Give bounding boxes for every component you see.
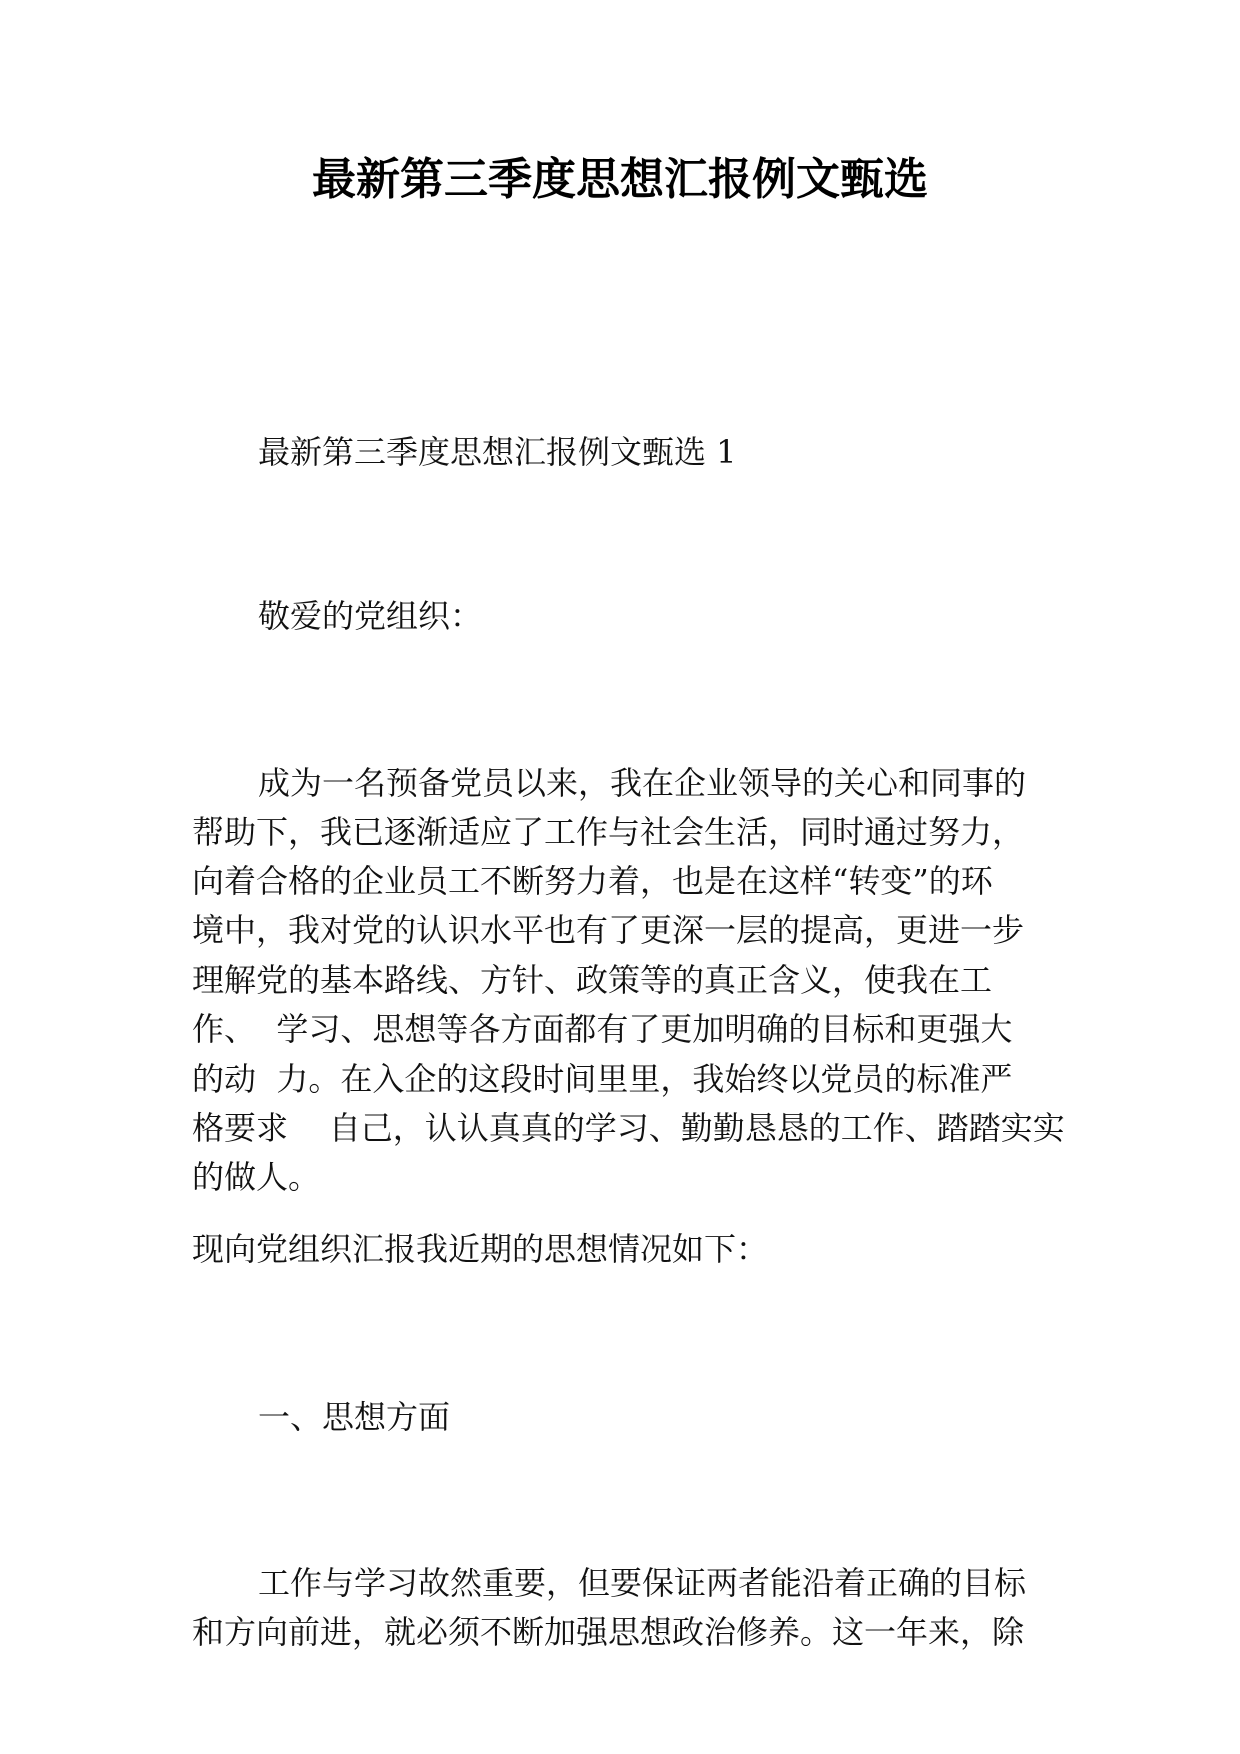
- paragraph-line: 工作与学习故然重要，但要保证两者能沿着正确的目标: [258, 1564, 1027, 1602]
- document-title: 最新第三季度思想汇报例文甄选: [312, 154, 928, 205]
- document-subtitle: 最新第三季度思想汇报例文甄选 1: [258, 433, 737, 471]
- paragraph-line: 境中，我对党的认识水平也有了更深一层的提高，更进一步: [192, 911, 1025, 949]
- paragraph-line: 理解党的基本路线、方针、政策等的真正含义，使我在工: [192, 961, 993, 999]
- section-heading: 一、思想方面: [258, 1398, 451, 1436]
- paragraph-line: 成为一名预备党员以来，我在企业领导的关心和同事的: [258, 764, 1027, 802]
- paragraph-line: 向着合格的企业员工不断努力着，也是在这样“转变”的环: [192, 862, 993, 900]
- paragraph-line: 的动 力。在入企的这段时间里里，我始终以党员的标准严: [192, 1060, 1013, 1098]
- salutation: 敬爱的党组织：: [258, 597, 483, 635]
- paragraph-line: 的做人。: [192, 1158, 321, 1196]
- paragraph-2: 现向党组织汇报我近期的思想情况如下：: [192, 1230, 769, 1268]
- paragraph-line: 帮助下，我已逐渐适应了工作与社会生活，同时通过努力，: [192, 813, 1025, 851]
- paragraph-line: 和方向前进，就必须不断加强思想政治修养。这一年来，除: [192, 1613, 1025, 1651]
- paragraph-line: 格要求 自己，认认真真的学习、勤勤恳恳的工作、踏踏实实: [192, 1109, 1065, 1147]
- paragraph-line: 作、 学习、思想等各方面都有了更加明确的目标和更强大: [192, 1010, 1013, 1048]
